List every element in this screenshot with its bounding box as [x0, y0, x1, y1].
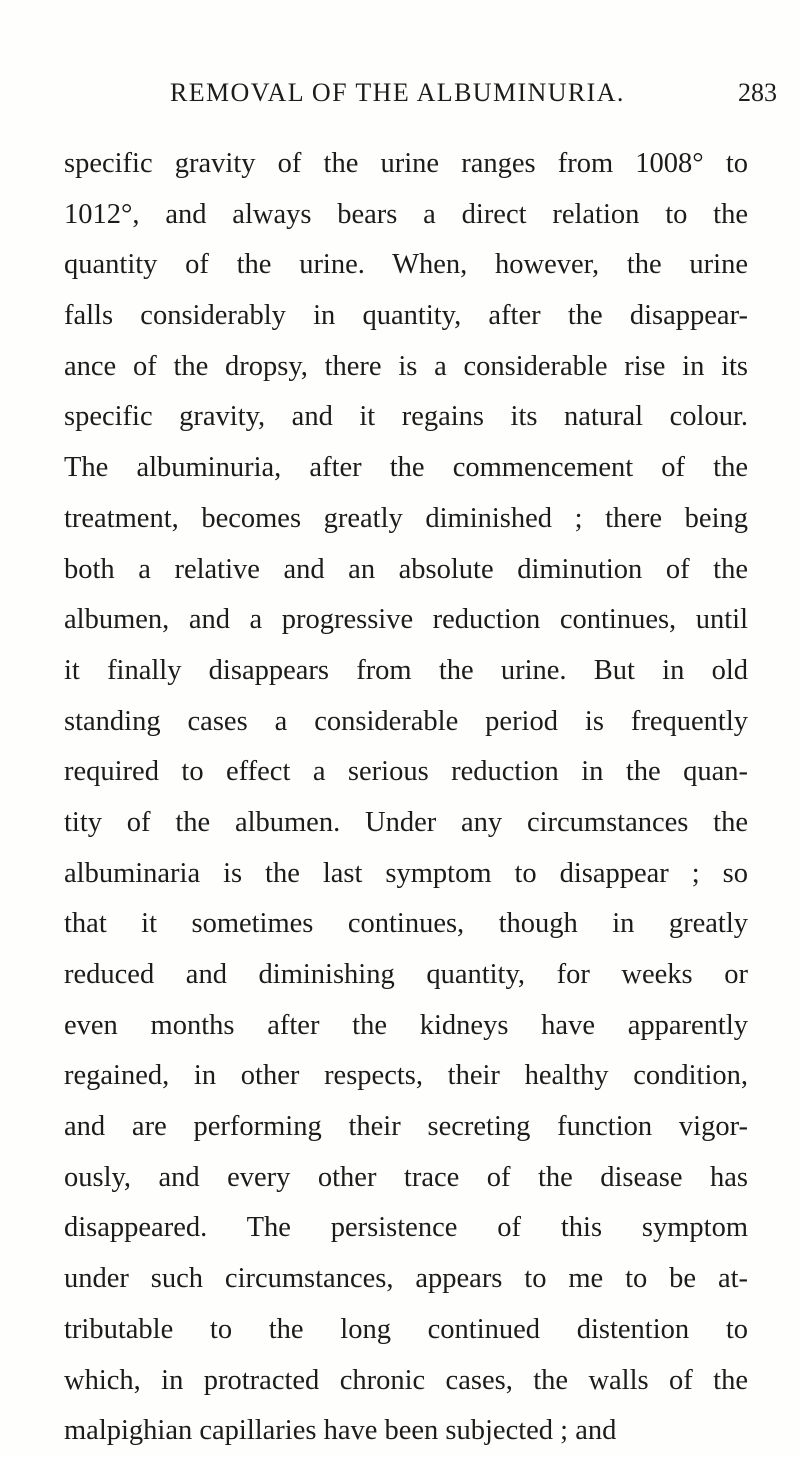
text-line: which, in protracted chronic cases, the walls of the: [64, 1364, 748, 1396]
text-line: treatment, becomes greatly diminished ; there being: [64, 502, 748, 534]
text-line: malpighian capillaries have been subjected ; and: [64, 1415, 617, 1447]
text-line: specific gravity of the urine ranges from 1008° to: [64, 148, 748, 179]
body-text: [64, 139, 748, 1457]
text-line: The albuminuria, after the commencement of the: [64, 452, 748, 484]
text-line: specific gravity, and it regains its natural colour.: [64, 401, 748, 433]
text-line: both a relative and an absolute diminution of the: [64, 553, 748, 585]
text-line: ance of the dropsy, there is a considerable rise in its: [64, 350, 748, 382]
text-line: standing cases a considerable period is frequently: [64, 705, 748, 737]
text-line: quantity of the urine. When, however, the urine: [64, 249, 748, 281]
text-line: even months after the kidneys have apparently: [64, 1009, 748, 1041]
running-title: REMOVAL OF THE ALBUMINURIA.: [170, 78, 625, 107]
text-line: falls considerably in quantity, after the disappear-: [64, 300, 748, 332]
text-line: and are performing their secreting function vigor-: [64, 1111, 748, 1143]
text-line: ously, and every other trace of the disease has: [64, 1161, 748, 1193]
text-line: tributable to the long continued distention to: [64, 1313, 748, 1345]
text-line: albumen, and a progressive reduction continues, until: [64, 604, 748, 636]
text-line: 1012°, and always bears a direct relation to the: [64, 198, 748, 230]
text-line: albuminaria is the last symptom to disappear ; so: [64, 857, 748, 889]
text-line: tity of the albumen. Under any circumstances the: [64, 806, 748, 838]
text-line: disappeared. The persistence of this symptom: [64, 1212, 748, 1244]
text-line: regained, in other respects, their healthy condition,: [64, 1060, 748, 1092]
running-head: [0, 78, 800, 118]
text-line: it finally disappears from the urine. But in old: [64, 654, 748, 686]
page-number: 283: [738, 78, 777, 107]
text-line: reduced and diminishing quantity, for weeks or: [64, 959, 748, 990]
text-line: under such circumstances, appears to me to be at-: [64, 1263, 748, 1295]
text-line: that it sometimes continues, though in greatly: [64, 908, 748, 940]
text-line: required to effect a serious reduction in the quan-: [64, 756, 748, 788]
